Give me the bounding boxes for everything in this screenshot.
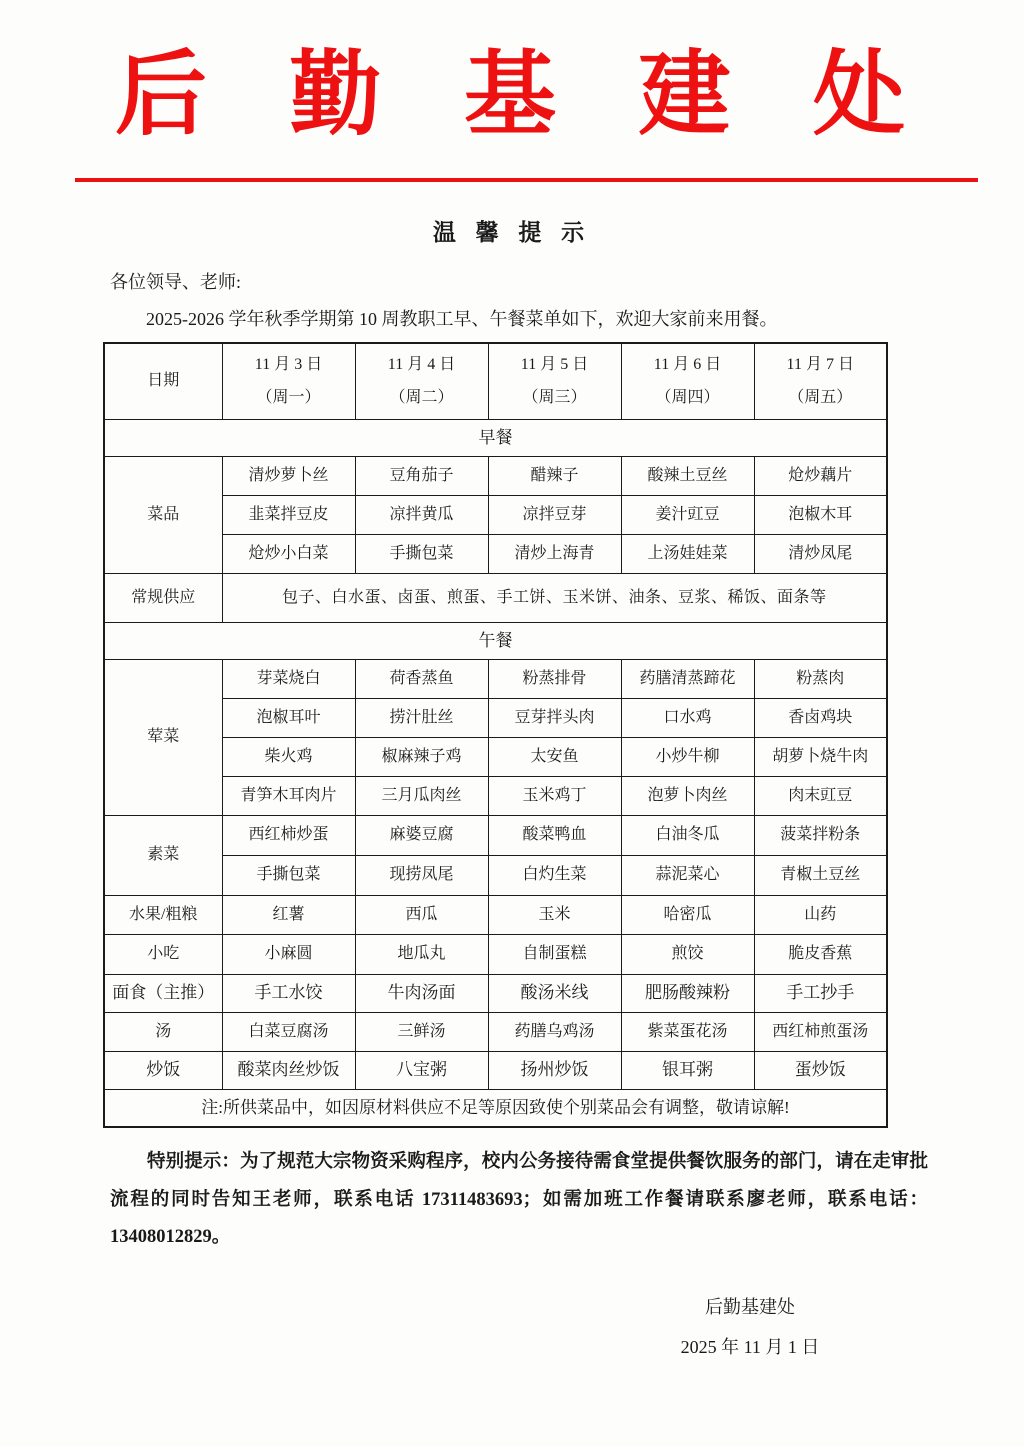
signature-department: 后勤基建处 [705,1296,795,1317]
letterhead-char: 处 [812,44,905,146]
menu-cell: 清炒萝卜丝 [222,456,355,495]
regular-supply-items: 包子、白水蛋、卤蛋、煎蛋、手工饼、玉米饼、油条、豆浆、稀饭、面条等 [222,573,887,622]
date-label-cell: 日期 [104,343,222,419]
menu-cell: 三鲜汤 [355,1012,488,1051]
menu-table [103,342,888,1128]
noodle-label: 面食（主推） [104,974,222,1012]
menu-cell: 胡萝卜烧牛肉 [754,737,887,776]
menu-cell: 酸汤米线 [488,974,621,1012]
menu-cell: 紫菜蛋花汤 [621,1012,754,1051]
menu-cell: 白油冬瓜 [621,815,754,855]
menu-cell: 蒜泥菜心 [621,855,754,895]
menu-cell: 粉蒸排骨 [488,659,621,698]
menu-cell: 酸菜鸭血 [488,815,621,855]
table-note-cell: 注:所供菜品中，如因原材料供应不足等原因致使个别菜品会有调整，敬请谅解! [104,1089,887,1127]
menu-cell: 菠菜拌粉条 [754,815,887,855]
table-row [104,1012,887,1051]
notice-title: 温 馨 提 示 [432,220,592,246]
menu-cell: 手撕包菜 [222,855,355,895]
menu-cell: 西红柿炒蛋 [222,815,355,855]
letterhead-char: 基 [463,44,556,146]
menu-cell: 上汤娃娃菜 [621,534,754,573]
letterhead-char: 后 [115,44,208,146]
menu-cell: 地瓜丸 [355,934,488,974]
menu-cell: 凉拌豆芽 [488,495,621,534]
menu-cell: 酸菜肉丝炒饭 [222,1051,355,1089]
menu-cell: 小麻圆 [222,934,355,974]
menu-cell: 煎饺 [621,934,754,974]
menu-cell: 口水鸡 [621,698,754,737]
menu-cell: 脆皮香蕉 [754,934,887,974]
menu-cell: 玉米鸡丁 [488,776,621,815]
menu-cell: 豆角茄子 [355,456,488,495]
signature-block [600,1293,900,1359]
table-row-regular-supply [104,573,887,622]
menu-cell: 姜汁豇豆 [621,495,754,534]
menu-cell: 白灼生菜 [488,855,621,895]
date-header-cell [355,343,488,419]
greeting-line: 各位领导、老师: [110,272,242,293]
menu-cell: 肉末豇豆 [754,776,887,815]
weekday-text: （周三） [522,389,587,407]
table-row [104,659,887,698]
table-row [104,974,887,1012]
fried-rice-label: 炒饭 [104,1051,222,1089]
fruit-grain-label: 水果/粗粮 [104,895,222,934]
lunch-section-cell: 午餐 [104,622,887,659]
menu-cell: 芽菜烧白 [222,659,355,698]
table-row [104,737,887,776]
menu-cell: 八宝粥 [355,1051,488,1089]
menu-cell: 自制蛋糕 [488,934,621,974]
menu-cell: 手撕包菜 [355,534,488,573]
menu-cell: 韭菜拌豆皮 [222,495,355,534]
table-row-breakfast-header [104,419,887,456]
table-row [104,534,887,573]
meat-dishes-label: 荤菜 [104,659,222,815]
weekday-text: （周一） [256,389,321,407]
menu-cell: 药膳清蒸蹄花 [621,659,754,698]
menu-cell: 牛肉汤面 [355,974,488,1012]
menu-cell: 山药 [754,895,887,934]
table-row-dates [104,343,887,419]
table-row [104,698,887,737]
table-row [104,815,887,855]
menu-cell: 哈密瓜 [621,895,754,934]
menu-cell: 手工水饺 [222,974,355,1012]
soup-label: 汤 [104,1012,222,1051]
date-header-cell [621,343,754,419]
menu-cell: 现捞凤尾 [355,855,488,895]
menu-cell: 炝炒藕片 [754,456,887,495]
date-text: 11 月 4 日 [387,356,456,374]
date-header-cell [488,343,621,419]
menu-cell: 粉蒸肉 [754,659,887,698]
date-text: 11 月 7 日 [786,356,854,374]
letterhead-divider [75,178,978,182]
menu-cell: 椒麻辣子鸡 [355,737,488,776]
snack-label: 小吃 [104,934,222,974]
date-text: 11 月 6 日 [653,356,722,374]
weekday-text: （周二） [389,389,454,407]
table-row [104,1051,887,1089]
menu-cell: 青椒土豆丝 [754,855,887,895]
menu-cell: 扬州炒饭 [488,1051,621,1089]
menu-cell: 蛋炒饭 [754,1051,887,1089]
menu-cell: 麻婆豆腐 [355,815,488,855]
menu-cell: 银耳粥 [621,1051,754,1089]
menu-cell: 西红柿煎蛋汤 [754,1012,887,1051]
menu-cell: 泡椒木耳 [754,495,887,534]
weekday-text: （周四） [655,389,720,407]
document-page [0,44,1024,1447]
menu-cell: 酸辣土豆丝 [621,456,754,495]
table-row [104,776,887,815]
letterhead-char: 勤 [289,44,382,146]
veg-dishes-label: 素菜 [104,815,222,895]
menu-cell: 泡萝卜肉丝 [621,776,754,815]
menu-cell: 肥肠酸辣粉 [621,974,754,1012]
menu-cell: 太安鱼 [488,737,621,776]
date-header-cell [222,343,355,419]
table-row [104,855,887,895]
regular-supply-label: 常规供应 [104,573,222,622]
breakfast-section-cell: 早餐 [104,419,887,456]
department-letterhead [115,44,905,147]
menu-cell: 白菜豆腐汤 [222,1012,355,1051]
date-text: 11 月 5 日 [520,356,589,374]
menu-cell: 清炒凤尾 [754,534,887,573]
table-row [104,456,887,495]
menu-cell: 小炒牛柳 [621,737,754,776]
menu-cell: 泡椒耳叶 [222,698,355,737]
signature-date: 2025 年 11 月 1 日 [680,1336,820,1357]
menu-cell: 柴火鸡 [222,737,355,776]
menu-cell: 红薯 [222,895,355,934]
menu-cell: 药膳乌鸡汤 [488,1012,621,1051]
menu-cell: 香卤鸡块 [754,698,887,737]
menu-cell: 三月瓜肉丝 [355,776,488,815]
menu-cell: 凉拌黄瓜 [355,495,488,534]
special-notice-paragraph: 特别提示：为了规范大宗物资采购程序，校内公务接待需食堂提供餐饮服务的部门，请在走审批流程的同时告知王老师，联系电话 17311483693；如需加班工作餐请联系廖老师，联系电话：13408012829。 [110,1152,928,1248]
table-row [104,495,887,534]
menu-cell: 炝炒小白菜 [222,534,355,573]
table-row-lunch-header [104,622,887,659]
menu-cell: 玉米 [488,895,621,934]
menu-cell: 手工抄手 [754,974,887,1012]
date-header-cell [754,343,887,419]
menu-cell: 捞汁肚丝 [355,698,488,737]
menu-cell: 豆芽拌头肉 [488,698,621,737]
menu-cell: 醋辣子 [488,456,621,495]
table-row [104,895,887,934]
table-row [104,934,887,974]
date-text: 11 月 3 日 [254,356,323,374]
weekday-text: （周五） [788,389,853,407]
menu-cell: 西瓜 [355,895,488,934]
table-row-note [104,1089,887,1127]
breakfast-dishes-label: 菜品 [104,456,222,573]
letterhead-char: 建 [638,44,731,146]
menu-cell: 荷香蒸鱼 [355,659,488,698]
intro-paragraph: 2025-2026 学年秋季学期第 10 周教职工早、午餐菜单如下，欢迎大家前来用餐。 [146,309,778,330]
menu-cell: 清炒上海青 [488,534,621,573]
menu-cell: 青笋木耳肉片 [222,776,355,815]
